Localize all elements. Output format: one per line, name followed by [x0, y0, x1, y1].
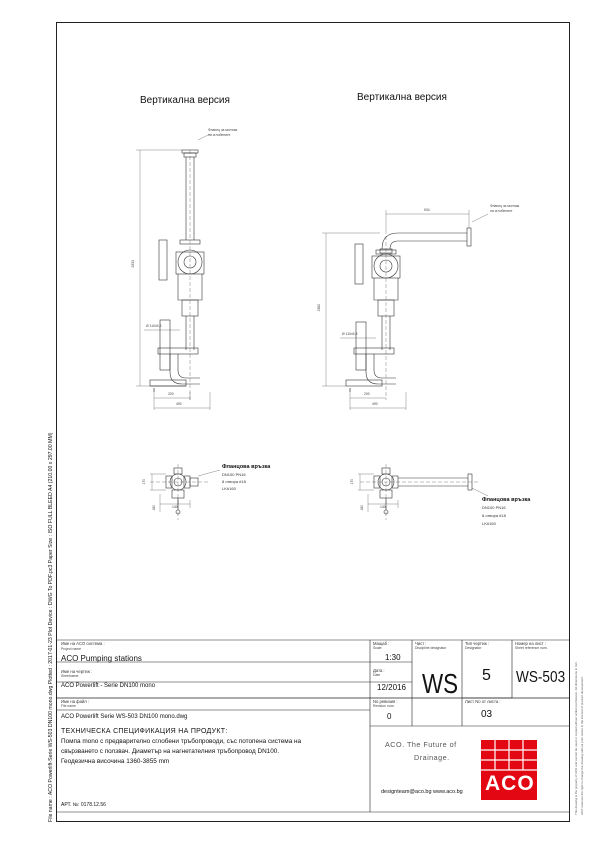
aco-logo [481, 740, 537, 800]
type-label: Тип чертеж : [465, 641, 490, 646]
flange-left-line-1: DN100 PN16 [222, 472, 246, 477]
side-disclaimer-1: This drawing is the property of ACO and cannot be used or copied without written permission. All dimensions in mm. [574, 661, 578, 815]
rev-label: No ревизия : [373, 699, 398, 704]
project-label-en: Project name [61, 647, 81, 651]
date-value: 12/2016 [377, 683, 406, 692]
type-label-en: Designator [465, 646, 482, 650]
sheet-label: Име на чертеж : [61, 669, 93, 674]
plan-left-dim-a: 170 [142, 478, 147, 485]
right-dim-d1: 200 [364, 392, 370, 396]
spec-line-1: Помпа mono с предварително сглобени тръбопроводи, със потопена система на [61, 738, 302, 745]
ref-label-en: Sheet reference num. [515, 646, 548, 650]
left-dim-d1: 200 [168, 392, 174, 396]
rev-label-en: Revision num. [373, 704, 395, 708]
right-dim-d2: 490 [372, 402, 378, 406]
scale-label-en: Scale [373, 646, 382, 650]
left-note-2: на сглобените [208, 133, 231, 137]
flange-right-line-3: LK#160 [482, 521, 496, 526]
flange-left-line-2: 8 отвора #18 [222, 479, 246, 484]
flange-right-line-2: 8 отвора #18 [482, 513, 506, 518]
type-value: 5 [482, 667, 491, 684]
date-label-en: Date [373, 673, 381, 677]
left-dim-height: 2533 [131, 259, 136, 268]
spec-title: ТЕХНИЧЕСКА СПЕЦИФИКАЦИЯ НА ПРОДУКТ: [61, 728, 228, 735]
plan-left-dim-c: 140 [172, 505, 178, 509]
side-file-info: File name : ACO Powerlift-Serie WS-503 DN100 mono.dwg Plotted : 2017-01-23 Plot Device : DWG To PDF.pc3 Paper Size : ISO FULL BLEED A4 (210.00 x 297.00 MM) [48, 432, 54, 822]
article-number: АРТ. №: 0178.12.56 [61, 802, 106, 808]
spec-line-3: Геодезична височина 1360-3855 mm [61, 758, 170, 765]
right-note-1: Фланец за монтаж [490, 204, 520, 208]
rev-value: 0 [387, 712, 392, 721]
right-note-2: на сглобените [490, 209, 513, 213]
flange-right-line-1: DN100 PN16 [482, 505, 506, 510]
right-dim-top: 534 [424, 208, 430, 212]
view-title-right: Вертикална версия [357, 92, 447, 103]
contact-info: designteam@aco.bg www.aco.bg [381, 789, 463, 795]
sheet-value: ACO Powerlift - Serie DN100 mono [61, 683, 156, 689]
left-dim-d2: 490 [176, 402, 182, 406]
ref-value: WS-503 [516, 669, 566, 686]
left-note-1: Фланец за монтаж [208, 128, 238, 132]
designer-label: Чист : [415, 641, 427, 646]
project-value: ACO Pumping stations [61, 654, 142, 663]
designer-label-en: Discipline designator [415, 646, 447, 650]
plan-right-dim-c: 140 [380, 505, 386, 509]
flange-right-title: Фланцова връзка [482, 497, 531, 503]
sheet-label-en: Sheetname [61, 674, 79, 678]
plan-right-dim-b: 180 [360, 504, 365, 511]
file-label-en: File name [61, 704, 76, 708]
right-dim-pipe: Ø 110x5,3 [342, 332, 358, 336]
left-dim-pipe: Ø 110x5,3 [146, 324, 162, 328]
designer-value: WS [422, 668, 459, 699]
date-label: Дата : [373, 668, 385, 673]
flange-left-line-3: LK#160 [222, 486, 236, 491]
spec-line-2: свързването с ползвач. Диаметър на нагнетателния тръбопровод DN100. [61, 748, 280, 755]
tagline-2: Drainage. [414, 753, 450, 762]
file-value: ACO Powerlift Serie WS-503 DN100 mono.dwg [61, 714, 188, 720]
right-dim-height: 1982 [317, 303, 322, 312]
sheetnum-label: Лист No от листа : [465, 699, 501, 704]
scale-value: 1:30 [385, 653, 401, 662]
side-disclaimer-2: ACO reserves the right to change the drawing without prior notice in the interest of product development. [580, 676, 584, 815]
scale-label: Мащаб : [373, 641, 390, 646]
plan-right-dim-a: 170 [350, 478, 355, 485]
plan-left-dim-b: 180 [152, 504, 157, 511]
aco-logo-text: ACO [485, 772, 535, 795]
project-label: Име на ACO система : [61, 641, 105, 646]
file-label: Име на файл : [61, 699, 90, 704]
view-title-left: Вертикална версия [140, 95, 230, 106]
sheetnum-value: 03 [481, 709, 493, 720]
ref-label: Номер на лист : [515, 641, 546, 646]
tagline-1: ACO. The Future of [385, 740, 457, 749]
flange-left-title: Фланцова връзка [222, 464, 271, 470]
